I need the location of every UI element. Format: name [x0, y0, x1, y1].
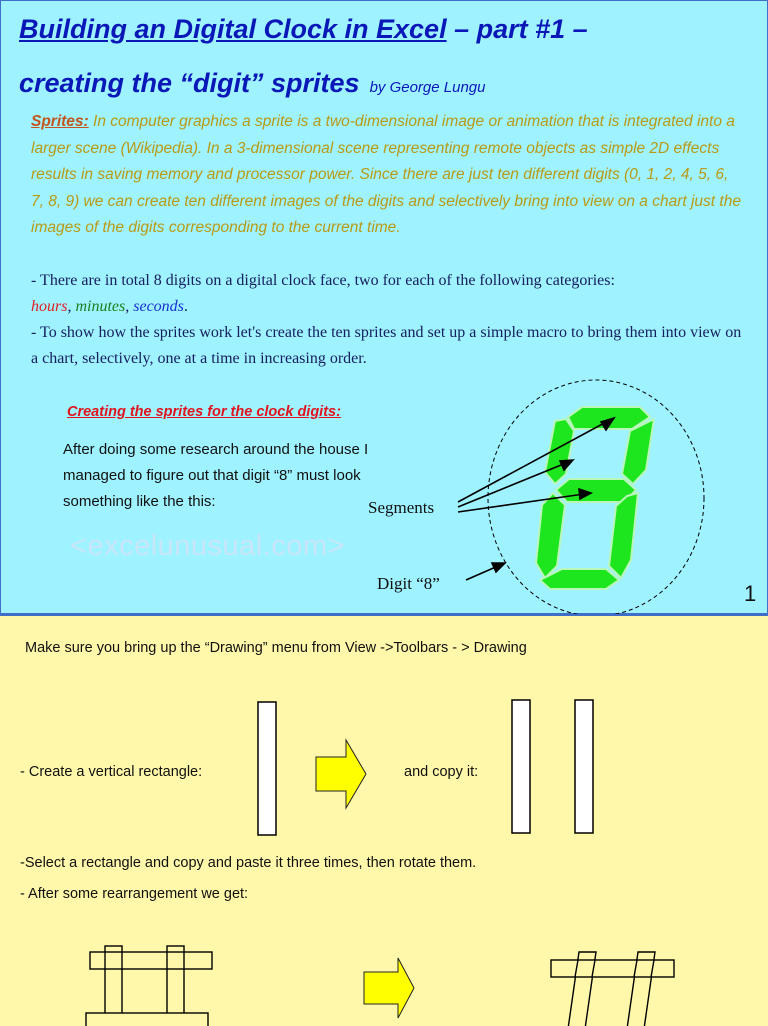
sprites-lead-label: Sprites:: [31, 113, 89, 130]
category-hours: hours: [31, 298, 68, 315]
category-separator: ,: [67, 298, 76, 315]
title-part: – part #1 –: [446, 14, 588, 44]
category-minutes: minutes: [75, 298, 126, 315]
right-arrow-icon: [364, 958, 414, 1018]
step-copy-rectangle: and copy it:: [404, 764, 479, 780]
rectangle-copy-left: [512, 700, 530, 833]
author-byline: by George Lungu: [369, 79, 486, 96]
section-heading: Creating the sprites for the clock digits:: [67, 404, 341, 420]
sprites-intro-text: In computer graphics a sprite is a two-dimensional image or animation that is integrated into a larger scene (Wikipedia). In a 3-dimensional scene representing remote objects as simple 2D effects results in saving memory and processor power. Since there are just ten different digits (0, 1, 2, 4, 5, 6, 7, 8, 9) we can create ten different images of the digits and selectively bring into view on a chart just the images of the digits corresponding to the current time.: [31, 113, 741, 236]
category-end: .: [183, 298, 188, 315]
bullet-digit-count-text: - There are in total 8 digits on a digital clock face, two for each of the following categories:: [31, 272, 615, 289]
segments-label: Segments: [368, 498, 435, 517]
right-arrow-icon: [316, 740, 366, 808]
bullet-sprites-macro: - To show how the sprites work let's create the ten sprites and set up a simple macro to bring them into view on a chart, selectively, one at a time in increasing order.: [31, 324, 742, 367]
vertical-rectangle: [258, 702, 276, 835]
rearranged-rectangles-grid: [86, 946, 212, 1026]
watermark: <excelunusual.com>: [70, 530, 345, 562]
category-seconds: seconds: [133, 298, 184, 315]
research-paragraph: After doing some research around the house I managed to figure out that digit “8” must look something like the this:: [63, 441, 369, 510]
drawing-menu-instruction: Make sure you bring up the “Drawing” menu from View ->Toolbars - > Drawing: [25, 640, 527, 656]
subtitle-text: creating the “digit” sprites: [19, 68, 360, 98]
step-paste-rotate: -Select a rectangle and copy and paste it three times, then rotate them.: [20, 855, 477, 871]
page-number: 1: [744, 581, 757, 606]
title-link[interactable]: Building an Digital Clock in Excel: [19, 14, 447, 44]
step-rearrange: - After some rearrangement we get:: [20, 886, 249, 902]
step-create-rectangle: - Create a vertical rectangle:: [20, 764, 203, 780]
digit-label: Digit “8”: [377, 574, 440, 593]
slanted-rectangles-grid: [551, 952, 674, 1026]
category-separator: ,: [125, 298, 134, 315]
rectangle-copy-right: [575, 700, 593, 833]
